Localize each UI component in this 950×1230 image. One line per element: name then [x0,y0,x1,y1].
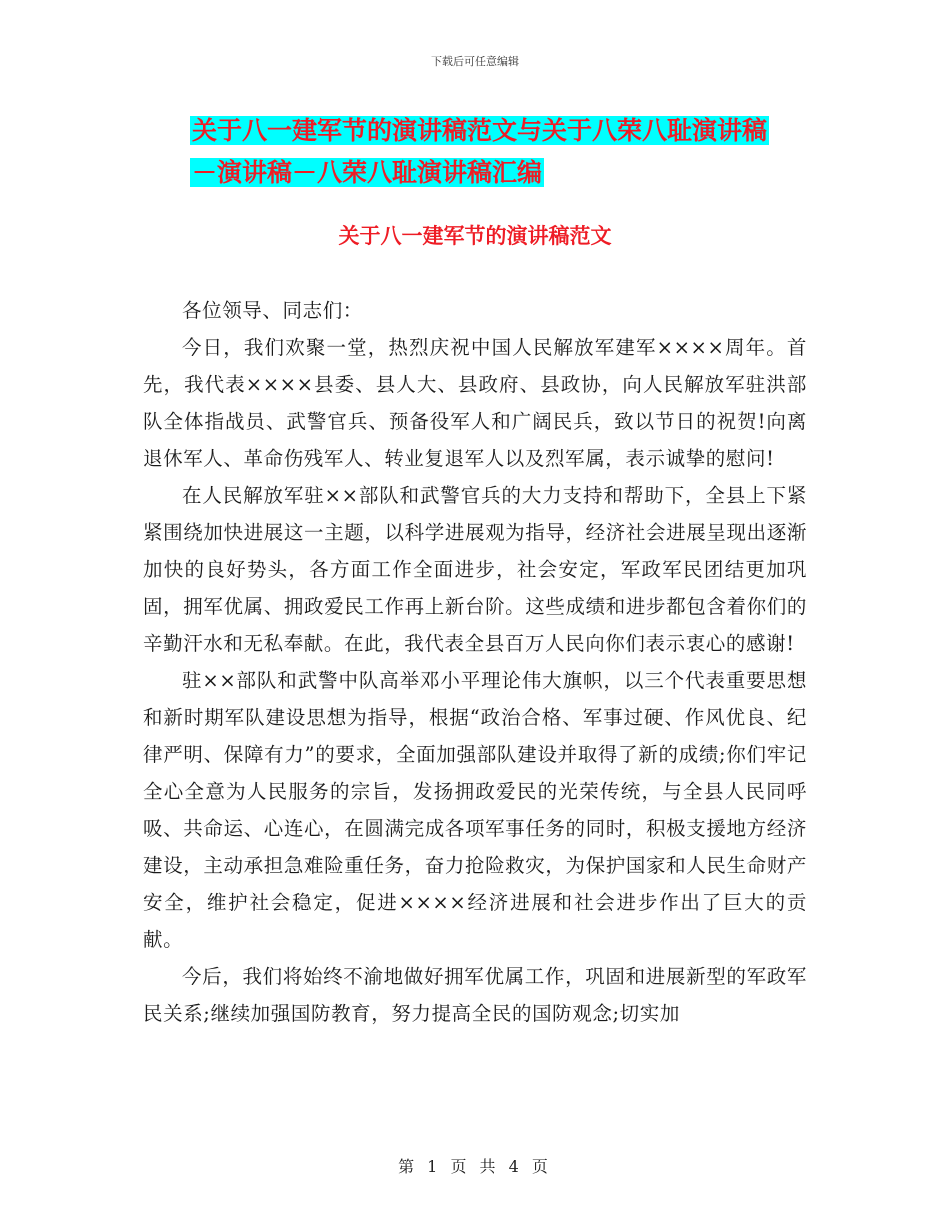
paragraph-salutation: 各位领导、同志们： [182,299,363,322]
page-footer: 第 1 页 共 4 页 [398,1157,552,1176]
header-note: 下载后可任意编辑 [431,55,519,68]
title-line-1-text: 关于八一建军节的演讲稿范文与关于八荣八耻演讲稿 [192,116,768,145]
body-text [143,292,807,1032]
title-line-2-text: －演讲稿－八荣八耻演讲稿汇编 [192,158,543,187]
section-title: 关于八一建军节的演讲稿范文 [338,224,612,248]
paragraph: 驻××部队和武警中队高举邓小平理论伟大旗帜，以三个代表重要思想和新时期军队建设思想为指导，根据“政治合格、军事过硬、作风优良、纪律严明、保障有力”的要求，全面加强部队建设并取得了新的成绩;你们牢记全心全意为人民服务的宗旨，发扬拥政爱民的光荣传统，与全县人民同呼吸、共命运、心连心，在圆满完成各项军事任务的同时，积极支援地方经济建设，主动承担急难险重任务，奋力抢险救灾，为保护国家和人民生命财产安全，维护社会稳定，促进××××经济进展和社会进步作出了巨大的贡献。 [143,669,807,951]
paragraph: 今后，我们将始终不渝地做好拥军优属工作，巩固和进展新型的军政军民关系;继续加强国防教育，努力提高全民的国防观念;切实加 [143,965,807,1025]
paragraph: 今日，我们欢聚一堂，热烈庆祝中国人民解放军建军××××周年。首先，我代表××××县委、县人大、县政府、县政协，向人民解放军驻洪部队全体指战员、武警官兵、预备役军人和广阔民兵，致以节日的祝贺!向离退休军人、革命伤残军人、转业复退军人以及烈军属，表示诚挚的慰问! [143,336,807,470]
title-line-1 [190,110,810,152]
paragraph: 在人民解放军驻××部队和武警官兵的大力支持和帮助下，全县上下紧紧围绕加快进展这一主题，以科学进展观为指导，经济社会进展呈现出逐渐加快的良好势头，各方面工作全面进步，社会安定，军政军民团结更加巩固，拥军优属、拥政爱民工作再上新台阶。这些成绩和进步都包含着你们的辛勤汗水和无私奉献。在此，我代表全县百万人民向你们表示衷心的感谢! [143,484,807,655]
title-line-2 [190,152,810,194]
document-title [190,110,810,194]
